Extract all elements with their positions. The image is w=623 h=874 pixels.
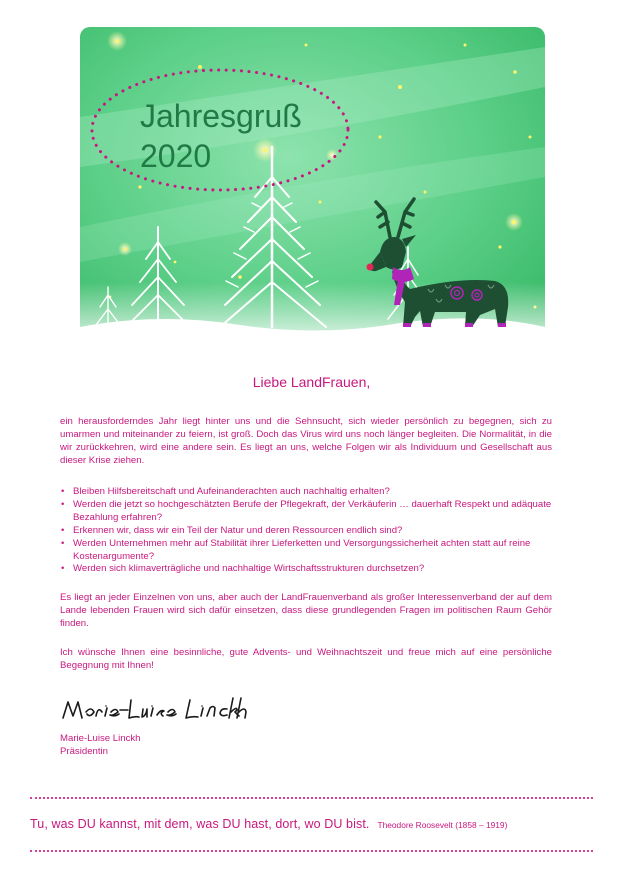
- banner-title-line2: 2020: [140, 138, 212, 174]
- banner-illustration: [80, 27, 545, 352]
- list-item: • Bleiben Hilfsbereitschaft und Aufeinanderachten auch nachhaltig erhalten?: [60, 486, 552, 499]
- footer-quote-row: [30, 815, 593, 835]
- handwritten-signature: [60, 692, 270, 726]
- list-item: • Werden die jetzt so hochgeschätzten Berufe der Pflegekraft, der Verkäuferin … dauerhaft Respekt und adäquate Bezahlung erfahren?: [60, 499, 552, 525]
- list-item: • Werden sich klimaverträgliche und nachhaltige Wirtschaftsstrukturen durchsetzen?: [60, 563, 552, 576]
- signer-name: Marie-Luise Linckh: [60, 733, 141, 744]
- letter-greeting: Liebe LandFrauen,: [252, 374, 371, 390]
- letter-paragraph-3: Ich wünsche Ihnen eine besinnliche, gute Advents- und Weihnachtszeit und freue mich auf eine persönliche Begegnung mit Ihnen!: [60, 647, 552, 671]
- list-item: • Werden Unternehmen mehr auf Stabilität ihrer Lieferketten und Versorgungssicherheit achten statt auf reine Kostenargumente?: [60, 538, 552, 564]
- divider-top: [30, 797, 593, 799]
- footer-quote: Tu, was DU kannst, mit dem, was DU hast, dort, wo DU bist.: [30, 817, 370, 831]
- signer-block: [60, 733, 141, 758]
- signer-title: Präsidentin: [60, 745, 108, 757]
- list-item: • Erkennen wir, dass wir ein Teil der Natur und deren Ressourcen endlich sind?: [60, 525, 552, 538]
- letter-paragraph-2: Es liegt an jeder Einzelnen von uns, aber auch der LandFrauenverband als großer Interessenverband der auf dem Lande lebenden Frauen wird sich dafür einsetzen, dass diese grundlegenden Fragen im politischen Raum Gehör finden.: [60, 592, 552, 629]
- divider-bottom: [30, 850, 593, 852]
- question-list: [60, 486, 552, 576]
- quote-author: Theodore Roosevelt (1858 – 1919): [377, 820, 508, 830]
- banner-title-line1: Jahresgruß: [140, 98, 302, 134]
- letter-paragraph-1: ein herausforderndes Jahr liegt hinter uns und die Sehnsucht, sich wieder persönlich zu begegnen, sich zu umarmen und miteinander zu feiern, ist groß. Doch das Virus wird uns noch länger begleiten. Die Normalität, in die wir zurückkehren, wird eine andere sein. Es liegt an uns, welche Folgen wir als Individuum und Gesellschaft aus dieser Krise ziehen.: [60, 416, 552, 466]
- christmas-banner: [80, 27, 545, 352]
